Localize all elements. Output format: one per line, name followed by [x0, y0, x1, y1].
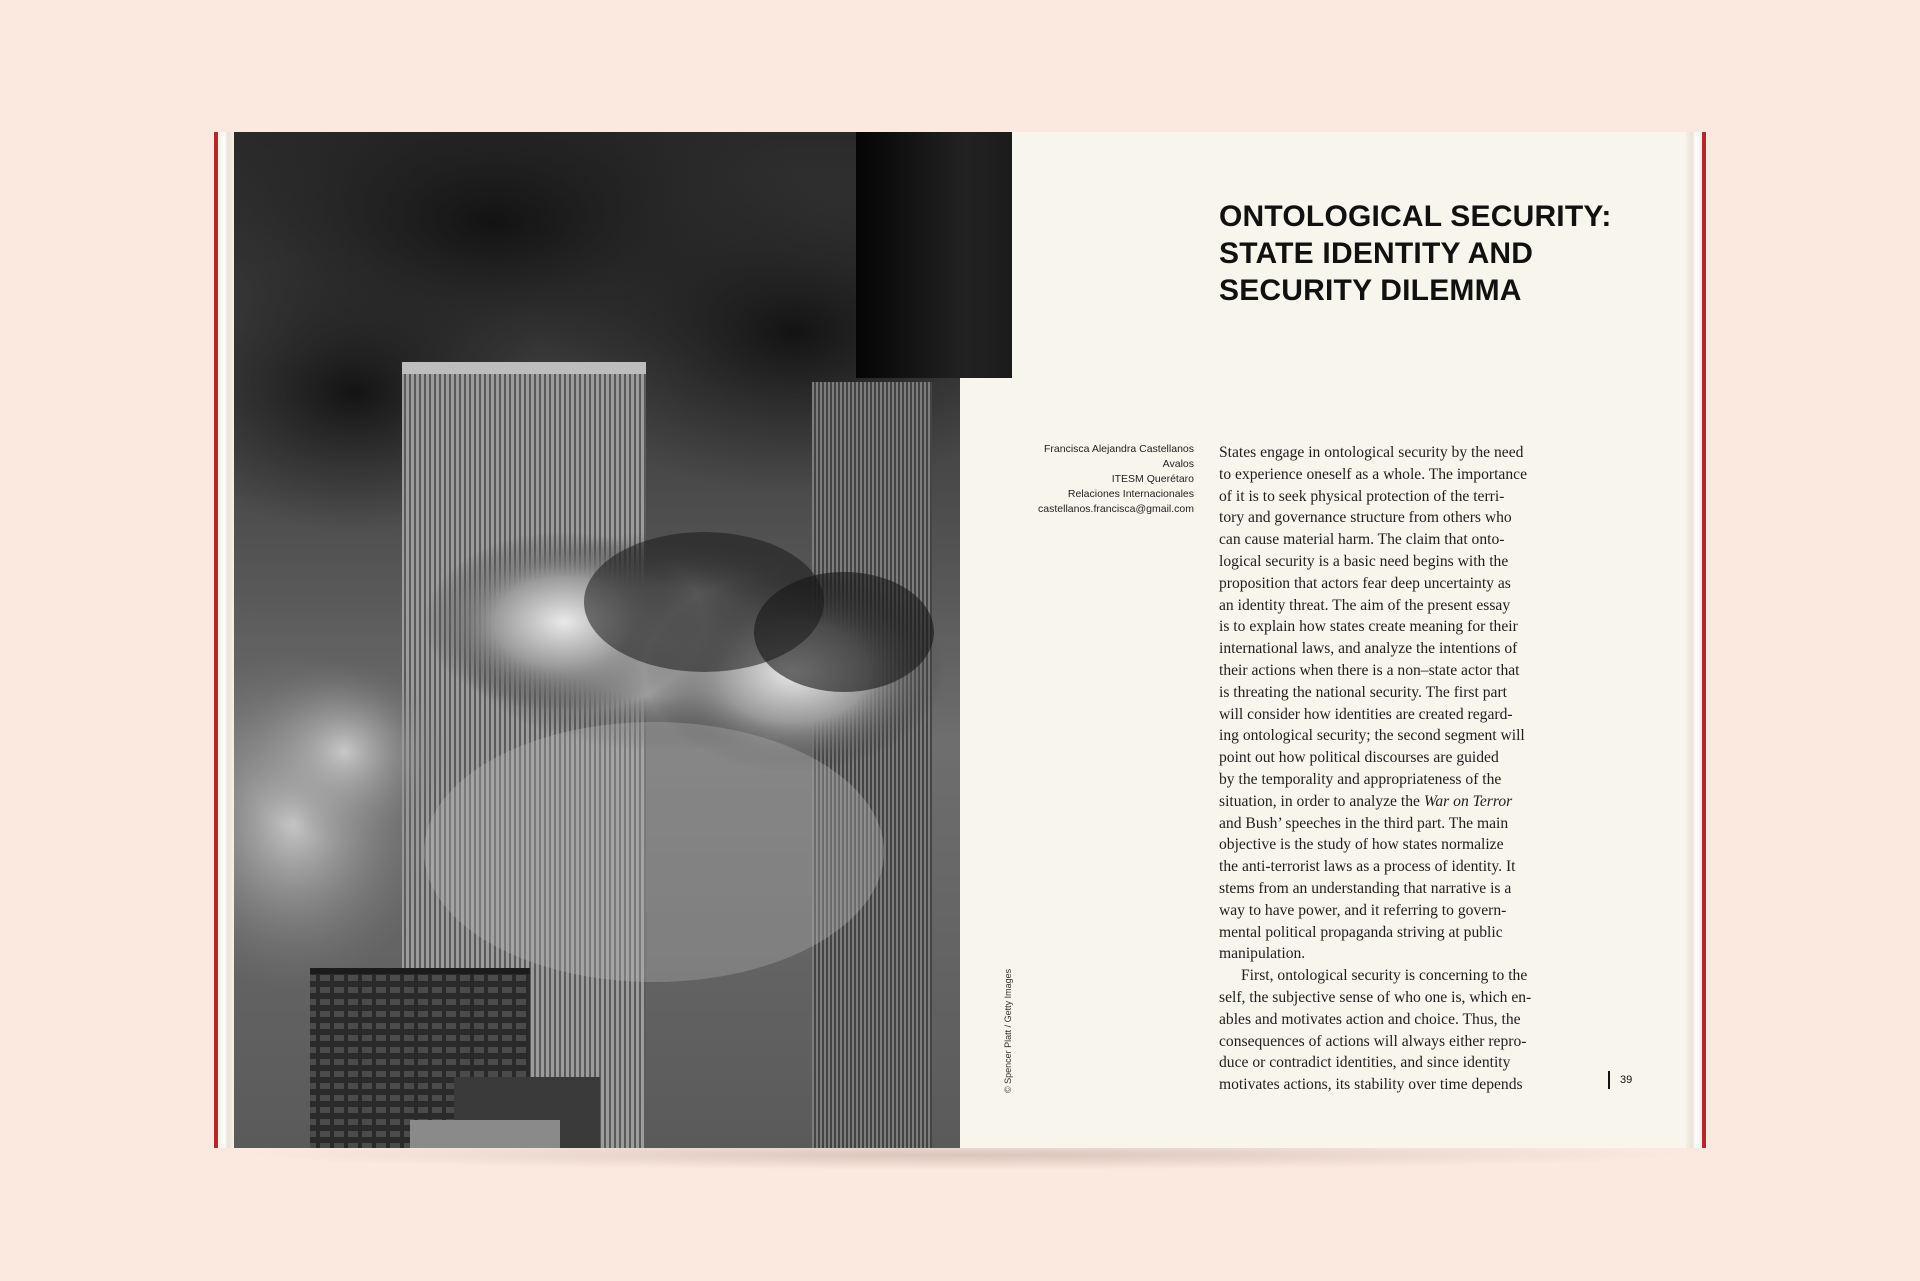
photo-credit: © Spencer Platt / Getty Images [1003, 968, 1013, 1093]
author-surname-line: Avalos [1162, 458, 1194, 470]
article-title: ONTOLOGICAL SECURITY: STATE IDENTITY AND SECURITY DILEMMA [1219, 200, 1612, 307]
author-email: castellanos.francisca@gmail.com [1038, 503, 1194, 515]
author-block [990, 442, 1194, 517]
article-body [1219, 442, 1581, 1096]
body-paragraph-1 [1219, 442, 1581, 965]
author-department: Relaciones Internacionales [1067, 488, 1194, 500]
page-number-rule [1608, 1071, 1610, 1089]
body-paragraph-2: First, ontological security is concerning to the self, the subjective sense of who one is, which en- ables and motivates action and choice. Thus, the consequences of actions will always either repro- duce or contradict identities, and since identity motivates actions, its stability over time depends [1219, 967, 1532, 1094]
author-institution: ITESM Querétaro [1111, 473, 1194, 485]
black-title-block [856, 132, 1012, 378]
right-page-edges [1686, 132, 1706, 1148]
paragraph-1-text-b: and Bush’ speeches in the third part. The main objective is the study of how states normalize the anti-terrorist laws as a process of identity. It stems from an understanding that narrative is a way to have power, and it referring to govern- mental political propaganda striving at public manipulation. [1219, 814, 1516, 963]
author-name-line: Francisca Alejandra Castellanos [1044, 443, 1194, 455]
left-page-edges [214, 132, 234, 1148]
page-number: 39 [1620, 1074, 1633, 1086]
war-on-terror-italic: War on Terror [1423, 792, 1513, 810]
paragraph-1-text-a: States engage in ontological security by the need to experience oneself as a whole. The importance of it is to seek physical protection of the terri- tory and governance structure from others who can cause material harm. The claim that onto- logical security is a basic need begins with the proposition that actors fear deep uncertainty as an identity threat. The aim of the present essay is to explain how states create meaning for their international laws, and analyze the intentions of their actions when there is a non–state actor that is threating the national security. The first part will consider how identities are created regard- ing ontological security; the second segment will point out how political discourses are guided by the temporality and appropriateness of the situation, in order to analyze the [1219, 444, 1527, 810]
